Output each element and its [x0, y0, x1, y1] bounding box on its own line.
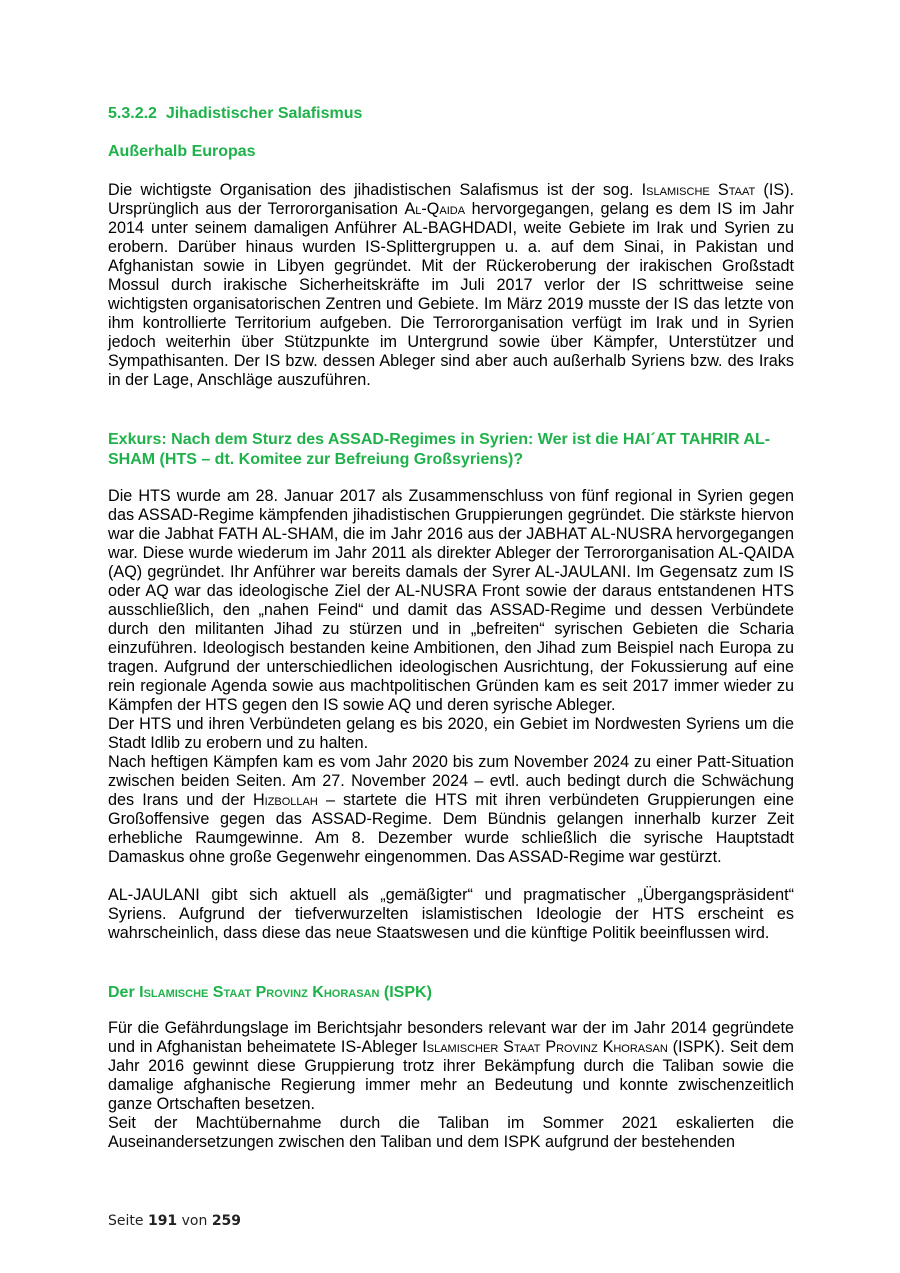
- exkurs-paragraph-1: Die HTS wurde am 28. Januar 2017 als Zusammenschluss von fünf regional in Syrien gegen das ASSAD-Regime kämpfenden jihadistischen Gruppierungen gegründet. Die stärkste hiervon war die Jabhat FATH AL-SHAM, die im Jahr 2016 aus der JABHAT AL-NUSRA hervorgegangen war. Diese wurde wiederum im Jahr 2011 als direkter Ableger der Terrororganisation AL-QAIDA (AQ) gegründet. Ihr Anführer war bereits damals der Syrer AL-JAULANI. Im Gegensatz zum IS oder AQ war das ideologische Ziel der AL-NUSRA Front sowie der daraus entstandenen HTS ausschließlich, den „nahen Feind“ und damit das ASSAD-Regime und dessen Verbündete durch den militanten Jihad zu stürzen und in „befreiten“ syrischen Gebieten die Scharia einzuführen. Ideologisch bestanden keine Ambitionen, den Jihad zum Beispiel nach Europa zu tragen. Aufgrund der unterschiedlichen ideologischen Ausrichtung, der Fokussierung auf eine rein regionale Agenda sowie aus machtpolitischen Gründen kam es seit 2017 immer wieder zu Kämpfen der HTS gegen den IS sowie AQ und deren syrische Ableger.: [108, 487, 794, 714]
- intro-text-2: (IS). Ursprünglich aus der Terrororganisation: [108, 181, 795, 218]
- ispk-p1-text-2: (ISPK). Seit dem Jahr 2016 gewinnt diese Gruppierung trotz ihrer Bekämpfung durch die Taliban sowie die damalige afghanische Regierung immer mehr an Bedeutung und konnte zwischenzeitlich ganze Ortschaften besetzen.: [108, 1038, 794, 1113]
- footer-total-pages: 259: [211, 1213, 242, 1229]
- footer-prefix: Seite: [108, 1213, 148, 1229]
- org-name-is: Islamische Staat: [641, 181, 756, 199]
- exkurs-heading: Exkurs: Nach dem Sturz des ASSAD-Regimes in Syrien: Wer ist die HAI´AT TAHRIR AL-SHAM (HTS – dt. Komitee zur Befreiung Großsyriens)?: [108, 431, 771, 468]
- ispk-heading: [108, 983, 794, 1003]
- ispk-title-name: Islamische Staat Provinz Khorasan: [139, 984, 380, 1001]
- exkurs-p3-text-1: Nach heftigen Kämpfen kam es vom Jahr 2020 bis zum November 2024 zu einer Patt-Situation zwischen beiden Seiten. Am 27. November 2024 – evtl. auch bedingt durch die Schwächung des Irans und der: [108, 753, 794, 809]
- exkurs-paragraph-3: [108, 753, 794, 867]
- exkurs-paragraph-4: AL-JAULANI gibt sich aktuell als „gemäßigter“ und pragmatischer „Übergangspräsident“ Syriens. Aufgrund der tiefverwurzelten islamistischen Ideologie der HTS erscheint es wahrscheinlich, dass diese das neue Staatswesen und die künftige Politik beeinflussen wird.: [108, 886, 794, 942]
- org-name-ispk: Islamischer Staat Provinz Khorasan: [422, 1038, 668, 1056]
- intro-text-3: hervorgegangen, gelang es dem IS im Jahr 2014 unter seinem damaligen Anführer AL-BAGHDADI, weite Gebiete im Irak und Syrien zu erobern. Darüber hinaus wurden IS-Splittergruppen u. a. auf dem Sinai, in Pakistan und Afghanistan sowie in Libyen gegründet. Mit der Rückeroberung der irakischen Großstadt Mossul durch irakische Sicherheitskräfte im Juli 2017 verlor der IS schrittweise seine wichtigsten organisatorischen Zentren und Gebiete. Im März 2019 musste der IS das letzte von ihm kontrollierte Territorium aufgeben. Die Terrororganisation verfügt im Irak und in Syrien jedoch weiterhin über Stützpunkte im Untergrund sowie über Kämpfer, Unterstützer und Sympathisanten. Der IS bzw. dessen Ableger sind aber auch außerhalb Syriens bzw. des Iraks in der Lage, Anschläge auszuführen.: [108, 200, 794, 389]
- section-title: Jihadistischer Salafismus: [165, 105, 363, 122]
- section-number: 5.3.2.2: [108, 105, 157, 122]
- ispk-title-suffix: (ISPK): [379, 984, 432, 1001]
- page-footer: [108, 1213, 241, 1229]
- exkurs-paragraph-2: Der HTS und ihren Verbündeten gelang es bis 2020, ein Gebiet im Nordwesten Syriens um die Stadt Idlib zu erobern und zu halten.: [108, 715, 794, 752]
- ispk-p1-text-1: Für die Gefährdungslage im Berichtsjahr besonders relevant war der im Jahr 2014 gegründete und in Afghanistan beheimatete IS-Ableger: [108, 1019, 794, 1056]
- org-name-alqaida: Al-Qaida: [404, 200, 466, 218]
- ispk-paragraph-2: Seit der Machtübernahme durch die Taliban im Sommer 2021 eskalierten die Auseinandersetzungen zwischen den Taliban und dem ISPK aufgrund der bestehenden: [108, 1114, 794, 1151]
- subsection-heading: Außerhalb Europas: [108, 143, 256, 160]
- org-name-hizbollah: Hizbollah: [252, 791, 318, 809]
- footer-page-number: 191: [147, 1213, 178, 1229]
- ispk-paragraph-1: [108, 1019, 794, 1114]
- intro-text-1: Die wichtigste Organisation des jihadistischen Salafismus ist der sog.: [108, 181, 642, 199]
- page-content: [108, 104, 794, 1152]
- exkurs-p3-text-2: – startete die HTS mit ihren verbündeten Gruppierungen eine Großoffensive gegen das ASSAD-Regime. Dem Bündnis gelangen innerhalb kurzer Zeit erhebliche Raumgewinne. Am 8. Dezember wurde schließlich die syrische Hauptstadt Damaskus ohne große Gegenwehr eingenommen. Das ASSAD-Regime war gestürzt.: [108, 791, 794, 866]
- ispk-title-prefix: Der: [108, 984, 140, 1001]
- footer-middle: von: [177, 1213, 212, 1229]
- section-heading: [108, 104, 794, 124]
- intro-paragraph: [108, 181, 794, 390]
